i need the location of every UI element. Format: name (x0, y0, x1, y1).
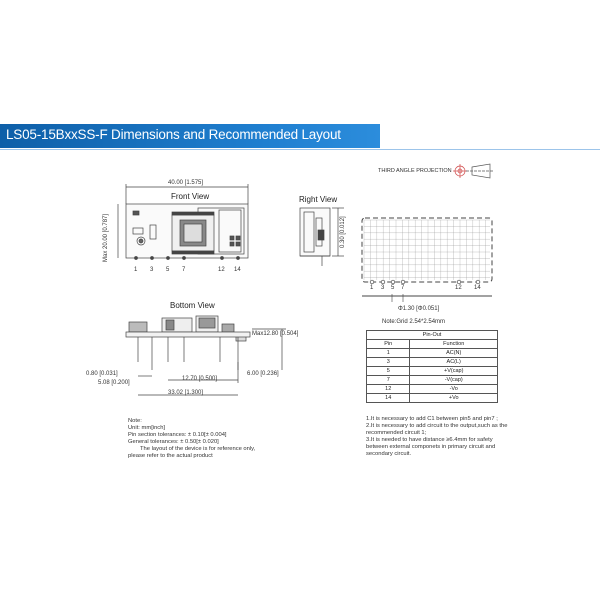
pin-function: AC(N) (410, 349, 498, 358)
layout-grid (364, 220, 490, 280)
pinout-title: Pin-Out (367, 331, 498, 340)
pin-number: 12 (367, 385, 410, 394)
front-height-dim: Max 20.00 [0.787] (103, 213, 109, 262)
bottom-view-drawing (126, 316, 286, 395)
table-row (367, 376, 498, 385)
table-row (367, 367, 498, 376)
bottom-max-height-dim: Max12.80 [0.504] (252, 331, 299, 337)
pinout-header: Function (410, 340, 498, 349)
right-view-title: Right View (299, 195, 338, 204)
note-line: 1.It is necessary to add C1 between pin5 and pin7 ; (366, 416, 498, 422)
pin-number: 5 (367, 367, 410, 376)
pin-function: +V(cap) (410, 367, 498, 376)
circuit-notes (366, 416, 507, 458)
front-pin-label: 3 (150, 267, 154, 273)
note-line: The layout of the device is for reference only, (140, 446, 256, 452)
pin-function: +Vo (410, 394, 498, 403)
projection-symbol-icon (453, 164, 494, 178)
general-notes (128, 418, 255, 460)
front-width-dim: 40.00 [1.575] (168, 180, 204, 186)
bottom-view-title: Bottom View (170, 301, 215, 310)
right-view-drawing (300, 208, 344, 266)
pin-diameter-dim: 0.80 [0.031] (86, 371, 118, 377)
note-line: 3.It is needed to have distance ≥6.4mm for safety (366, 437, 493, 443)
page-title: LS05-15BxxSS-F Dimensions and Recommended Layout (6, 127, 341, 142)
pinout-header: Pin (367, 340, 410, 349)
table-row (367, 358, 498, 367)
table-row (367, 394, 498, 403)
layout-pin-label: 5 (391, 285, 395, 291)
layout-pin-label: 1 (370, 285, 374, 291)
pin-span-dim: 12.70 [0.500] (182, 376, 218, 382)
front-pin-label: 7 (182, 267, 186, 273)
table-row (367, 349, 498, 358)
pin-pitch-dim: 5.08 [0.200] (98, 380, 130, 386)
note-line: General tolerances: ± 0.50[± 0.020] (128, 439, 219, 445)
layout-pin-label: 7 (401, 285, 405, 291)
pin-function: AC(L) (410, 358, 498, 367)
pin-number: 3 (367, 358, 410, 367)
layout-pin-label: 12 (455, 285, 462, 291)
note-line: Note: (128, 418, 142, 424)
table-row (367, 385, 498, 394)
note-line: secondary circuit. (366, 451, 412, 457)
front-pin-label: 12 (218, 267, 225, 273)
note-line: Pin section tolerances: ± 0.10[± 0.004] (128, 432, 227, 438)
note-line: between external componets in primary circuit and (366, 444, 496, 450)
pin-function: -V(cap) (410, 376, 498, 385)
front-pin-label: 5 (166, 267, 170, 273)
pinout-table (366, 330, 498, 403)
front-pin-label: 14 (234, 267, 241, 273)
hole-diameter-dim: Φ1.30 [Φ0.051] (398, 306, 440, 312)
right-view-dim: 0.30 [0.012] (340, 216, 346, 248)
pin-length-dim: 33.02 [1.300] (168, 390, 204, 396)
note-line: 2.It is necessary to add circuit to the output,such as the (366, 423, 508, 429)
note-line: recommended circuit 1; (366, 430, 427, 436)
pin-number: 7 (367, 376, 410, 385)
front-pin-label: 1 (134, 267, 138, 273)
grid-note: Note:Grid 2.54*2.54mm (382, 319, 446, 325)
layout-pin-label: 14 (474, 285, 481, 291)
note-line: please refer to the actual product (128, 453, 213, 459)
front-view-title: Front View (171, 192, 210, 201)
projection-label: THIRD ANGLE PROJECTION (378, 168, 452, 174)
pin-number: 14 (367, 394, 410, 403)
note-line: Unit: mm[inch] (128, 425, 166, 431)
layout-pin-label: 3 (381, 285, 385, 291)
pin-function: -Vo (410, 385, 498, 394)
pin-height-dim: 6.00 [0.236] (247, 371, 279, 377)
pin-number: 1 (367, 349, 410, 358)
